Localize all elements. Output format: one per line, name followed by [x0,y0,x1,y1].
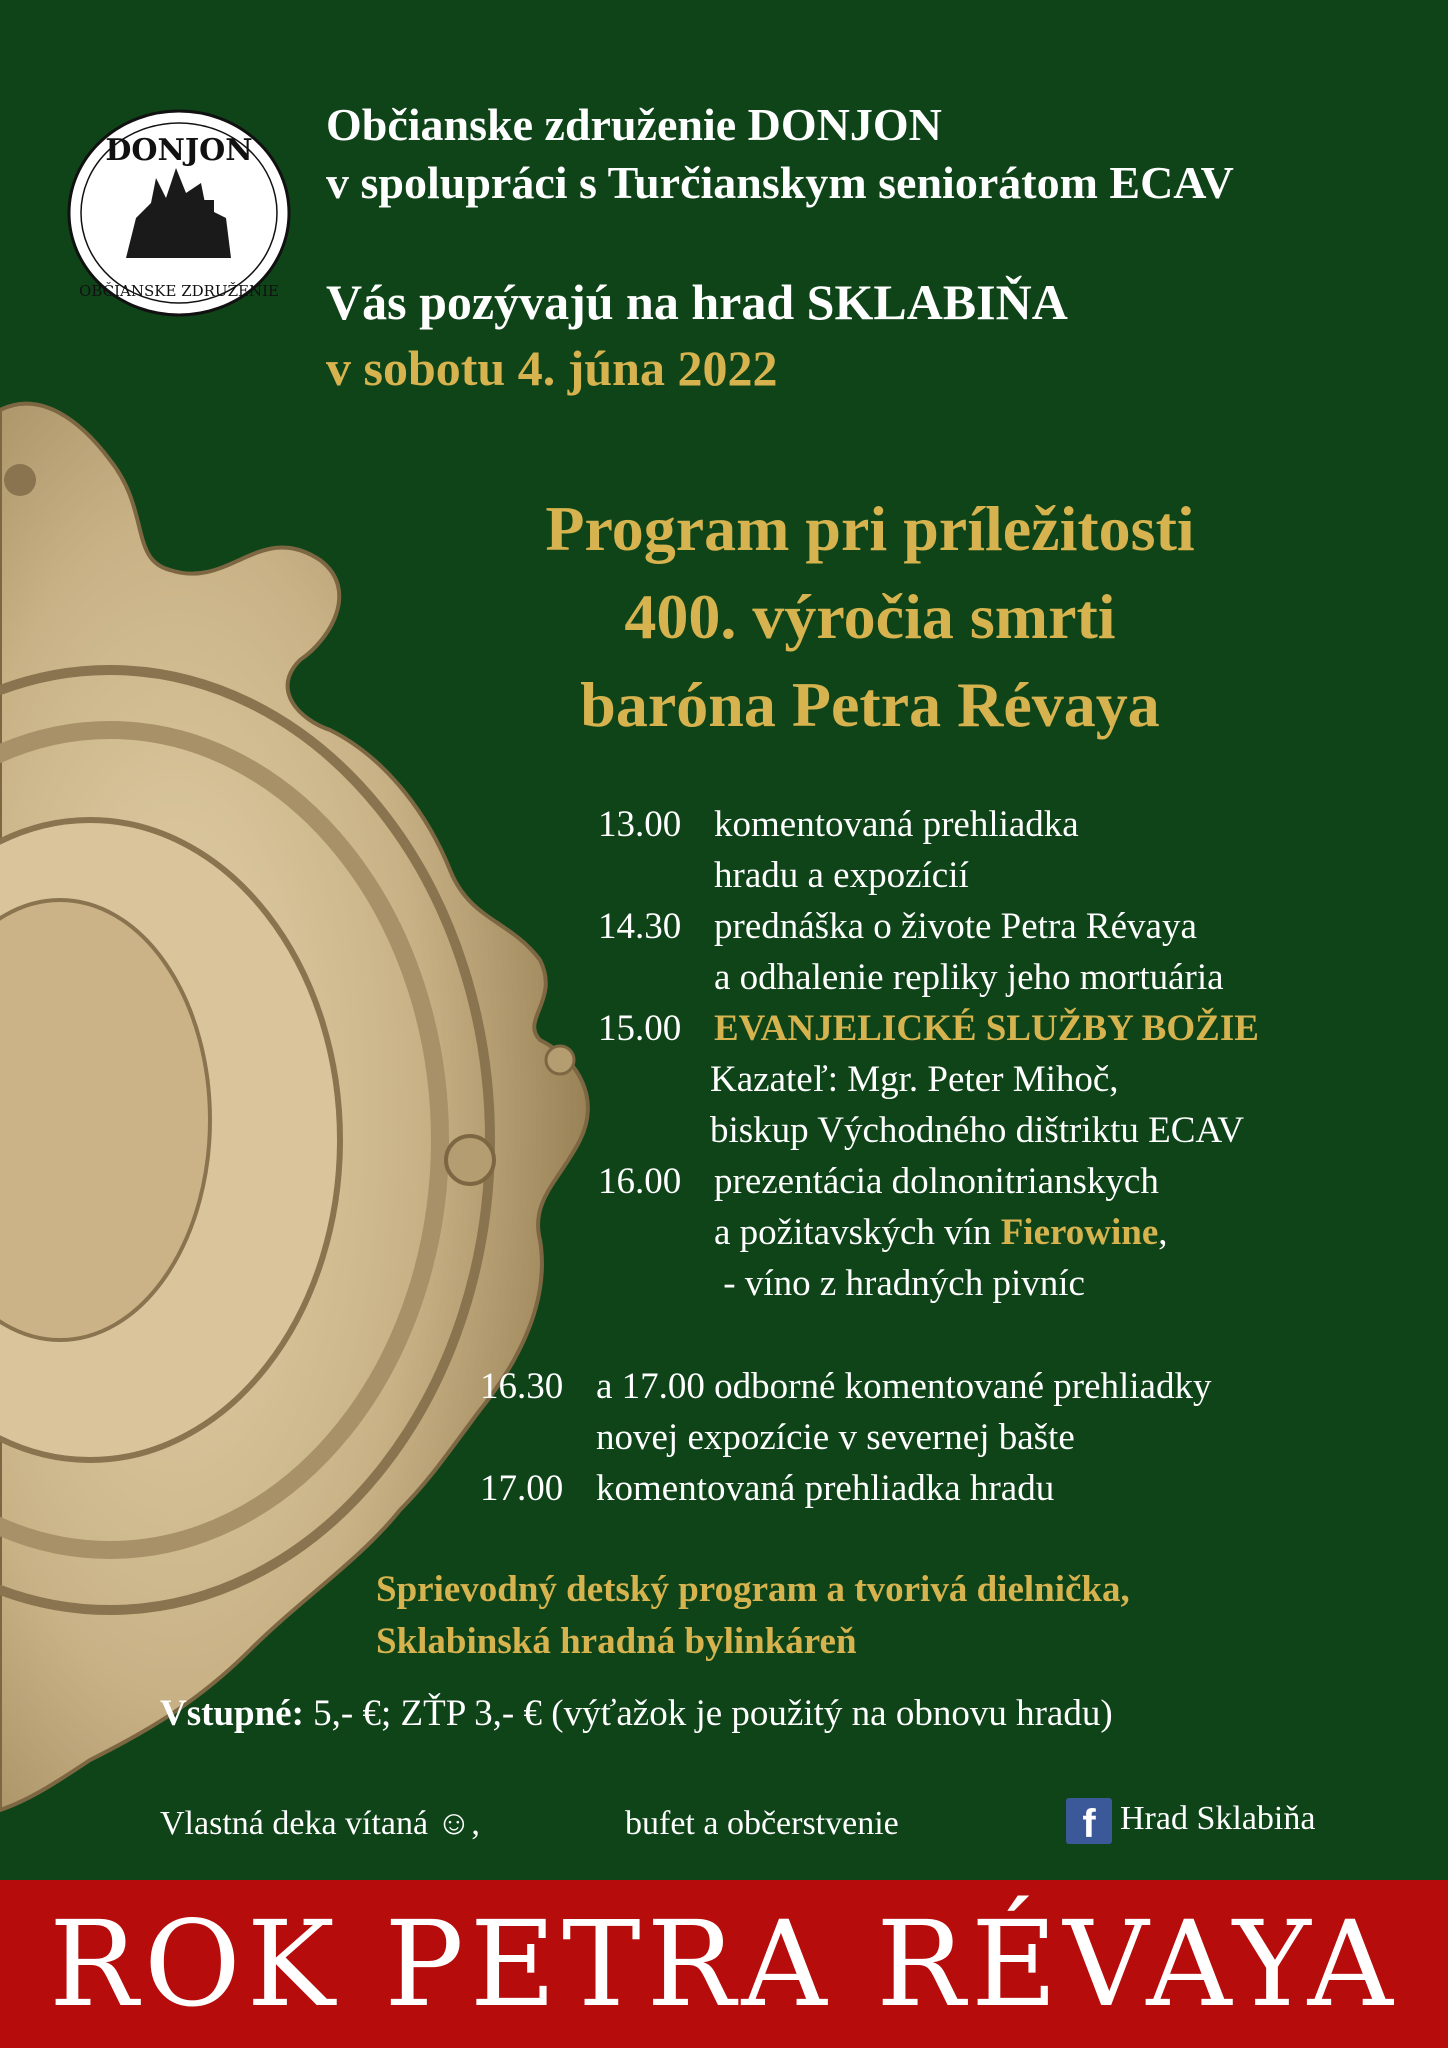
program-item-cont: biskup Východného dištriktu ECAV [710,1110,1245,1151]
invitation-line: Vás pozývajú na hrad SKLABIŇA [326,274,1068,330]
program-item [598,1003,1259,1054]
entry-fee [160,1691,1113,1737]
program-item-cont: a odhalenie repliky jeho mortuária [714,957,1224,998]
program-time: 13.00 [598,804,682,845]
entry-fee-label: Vstupné: [160,1693,304,1734]
program-time: 17.00 [480,1468,564,1509]
title-line-1: Program pri príležitosti [545,493,1195,564]
facebook-link[interactable] [1066,1797,1316,1847]
kids-program [376,1564,1130,1668]
program-item-cont: novej expozície v severnej bašte [596,1417,1075,1458]
year-banner [0,1880,1448,2048]
banner-text: ROK PETRA RÉVAYA [49,1895,1399,2033]
blanket-note: Vlastná deka vítaná ☺, [160,1805,480,1842]
program-item-cont: - víno z hradných pivníc [714,1263,1085,1304]
program-item: 13.00 komentovaná prehliadka [598,799,1259,850]
kids-line-2: Sklabinská hradná bylinkáreň [376,1621,857,1662]
logo-bottom-text: OBČIANSKE ZDRUŽENIE [79,282,279,300]
title-line-3: baróna Petra Révaya [580,669,1160,740]
program-time: 16.00 [598,1161,682,1202]
facebook-icon: f [1066,1798,1112,1844]
program-time: 16.30 [480,1366,564,1407]
program-item-cont: hradu a expozícií [714,855,969,896]
worship-highlight: EVANJELICKÉ SLUŽBY BOŽIE [714,1008,1259,1049]
program-schedule [598,799,1259,1309]
program-item: 16.00 prezentácia dolnonitrianskych [598,1156,1259,1207]
logo-top-text: DONJON [105,133,253,168]
program-item-cont: a požitavských vín Fierowine, [714,1212,1168,1253]
organizer-line: Občianske združenie DONJON [326,99,942,150]
program-item: 17.00 komentovaná prehliadka hradu [480,1463,1211,1514]
event-date: v sobotu 4. júna 2022 [326,340,778,396]
program-item: 16.30 a 17.00 odborné komentované prehliadky [480,1361,1211,1412]
program-schedule-2 [480,1361,1211,1514]
program-item-cont: Kazateľ: Mgr. Peter Mihoč, [710,1059,1119,1100]
entry-fee-text: 5,- €; ZŤP 3,- € (výťažok je použitý na obnovu hradu) [303,1693,1113,1734]
program-time: 14.30 [598,906,682,947]
fierowine-highlight: Fierowine [1000,1212,1159,1253]
program-item: 14.30 prednáška o živote Petra Révaya [598,901,1259,952]
buffet-note: bufet a občerstvenie [625,1805,899,1842]
program-time: 15.00 [598,1008,682,1049]
program-title [420,485,1320,749]
kids-line-1: Sprievodný detský program a tvorivá dielnička, [376,1569,1130,1610]
donjon-logo [66,108,292,318]
facebook-page-name: Hrad Sklabiňa [1120,1800,1316,1837]
cooperation-line: v spolupráci s Turčianskym seniorátom ECAV [326,157,1234,208]
title-line-2: 400. výročia smrti [624,581,1116,652]
